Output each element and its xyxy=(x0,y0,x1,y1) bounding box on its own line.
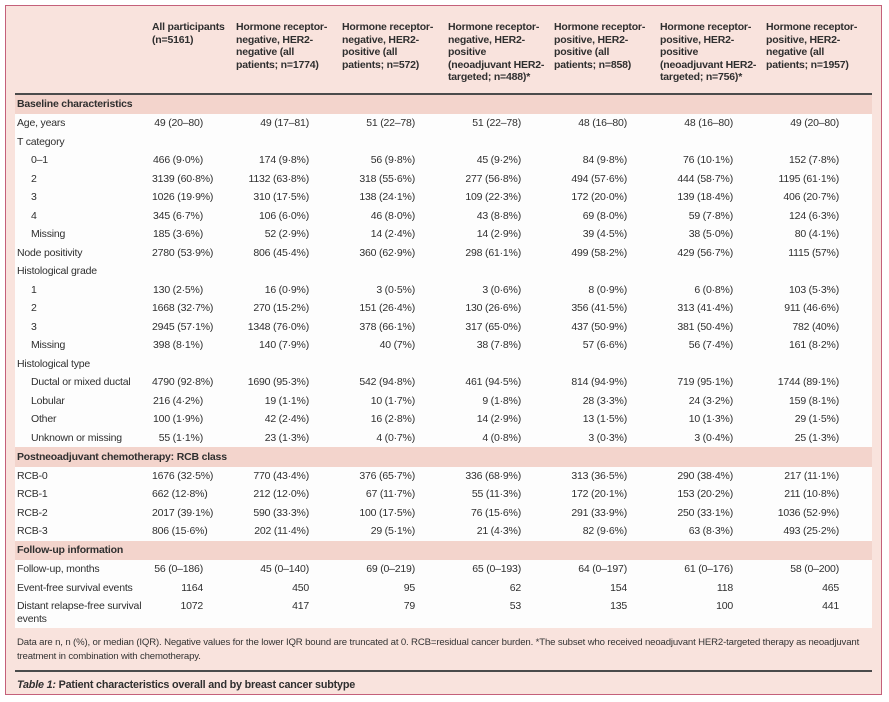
value-cell xyxy=(554,355,660,374)
value-cell: 153 (20·2%) xyxy=(677,488,733,500)
value-cell: 313 (36·5%) xyxy=(571,469,627,482)
value-cell: 10 (1·7%) xyxy=(370,394,415,407)
value-cell: 1026 (19·9%) xyxy=(152,191,214,203)
value-cell: 398 (8·1%) xyxy=(153,339,203,351)
value-cell: 65 (0–193) xyxy=(472,563,521,575)
value-cell: 10 (1·3%) xyxy=(688,413,733,425)
value-cell: 28 (3·3%) xyxy=(582,394,627,407)
value-cell: 6 (0·8%) xyxy=(694,283,733,296)
value-cell: 38 (7·8%) xyxy=(476,339,521,351)
value-cell: 159 (8·1%) xyxy=(789,394,839,407)
paper-table-card xyxy=(5,5,882,695)
value-cell: 172 (20·0%) xyxy=(571,191,627,203)
value-cell: 51 (22–78) xyxy=(366,117,415,129)
value-cell: 58 (0–200) xyxy=(790,563,839,575)
value-cell: 2017 (39·1%) xyxy=(152,506,214,519)
row-label: Missing xyxy=(31,228,66,240)
value-cell xyxy=(152,133,236,152)
value-cell: 202 (11·4%) xyxy=(254,525,309,537)
value-cell: 1132 (63·8%) xyxy=(248,172,309,185)
data-row xyxy=(15,207,872,226)
value-cell: 310 (17·5%) xyxy=(253,191,309,203)
value-cell: 360 (62·9%) xyxy=(359,246,415,259)
value-cell xyxy=(236,355,342,374)
row-label: Unknown or missing xyxy=(31,431,122,444)
value-cell: 56 (9·8%) xyxy=(370,154,415,166)
value-cell: 1676 (32·5%) xyxy=(152,469,214,482)
value-cell: 9 (1·8%) xyxy=(482,394,521,407)
value-cell: 154 xyxy=(610,581,627,594)
value-cell: 806 (45·4%) xyxy=(253,246,309,259)
value-cell xyxy=(554,133,660,152)
section-header: Baseline characteristics xyxy=(17,98,133,110)
value-cell: 49 (17–81) xyxy=(260,117,309,129)
value-cell: 51 (22–78) xyxy=(472,117,521,129)
value-cell xyxy=(152,262,236,281)
value-cell: 69 (8·0%) xyxy=(582,209,627,222)
data-row xyxy=(15,485,872,504)
row-label: 2 xyxy=(31,172,37,185)
value-cell: 95 xyxy=(403,581,415,594)
value-cell xyxy=(448,355,554,374)
value-cell: 48 (16–80) xyxy=(578,117,627,129)
section-header: Follow-up information xyxy=(17,544,124,556)
column-header: All participants (n=5161) xyxy=(152,8,236,94)
table-header xyxy=(15,8,872,94)
value-cell: 345 (6·7%) xyxy=(153,209,203,222)
value-cell xyxy=(236,262,342,281)
value-cell: 106 (6·0%) xyxy=(259,209,309,222)
value-cell: 450 xyxy=(292,581,309,594)
value-cell: 82 (9·6%) xyxy=(582,525,627,537)
value-cell: 161 (8·2%) xyxy=(789,339,839,351)
value-cell: 46 (8·0%) xyxy=(370,209,415,222)
value-cell: 19 (1·1%) xyxy=(264,394,309,407)
row-label: 2 xyxy=(31,302,37,314)
data-row xyxy=(15,355,872,374)
value-cell xyxy=(660,262,766,281)
row-label: Event-free survival events xyxy=(17,581,133,594)
data-row xyxy=(15,133,872,152)
value-cell: 1164 xyxy=(181,581,203,594)
value-cell: 719 (95·1%) xyxy=(677,376,733,388)
value-cell: 174 (9·8%) xyxy=(259,154,309,166)
data-row xyxy=(15,281,872,300)
value-cell: 14 (2·9%) xyxy=(476,413,521,425)
value-cell: 3 (0·5%) xyxy=(376,283,415,296)
value-cell xyxy=(342,355,448,374)
table-footnote: Data are n, n (%), or median (IQR). Negative values for the lower IQR bound are truncated at 0. RCB=residual cancer burden. *The subset who received neoadjuvant HER2-targeted therapy as neoadjuvant treatment in combination with chemotherapy. xyxy=(17,637,860,662)
row-label: Histological type xyxy=(17,357,91,370)
value-cell: 59 (7·8%) xyxy=(688,209,733,222)
section-row xyxy=(15,447,872,467)
value-cell: 782 (40%) xyxy=(792,320,839,333)
patient-characteristics-table xyxy=(15,8,872,628)
row-label: 4 xyxy=(31,209,37,222)
value-cell: 1668 (32·7%) xyxy=(152,302,214,314)
row-label: RCB-2 xyxy=(17,506,48,519)
row-label: T category xyxy=(17,135,65,148)
value-cell xyxy=(766,133,872,152)
row-label: Node positivity xyxy=(17,246,83,259)
value-cell: 100 (1·9%) xyxy=(153,413,203,425)
value-cell: 13 (1·5%) xyxy=(582,413,627,425)
value-cell: 1195 (61·1%) xyxy=(778,172,839,185)
value-cell xyxy=(660,133,766,152)
value-cell: 62 xyxy=(509,581,521,594)
value-cell: 911 (46·6%) xyxy=(784,302,839,314)
value-cell: 461 (94·5%) xyxy=(465,376,521,388)
value-cell: 406 (20·7%) xyxy=(783,191,839,203)
value-cell xyxy=(342,262,448,281)
value-cell: 100 (17·5%) xyxy=(359,506,415,519)
value-cell xyxy=(766,262,872,281)
section-row xyxy=(15,94,872,115)
value-cell: 291 (33·9%) xyxy=(571,506,627,519)
value-cell: 1348 (76·0%) xyxy=(247,320,309,333)
value-cell: 42 (2·4%) xyxy=(264,413,309,425)
row-label: RCB-0 xyxy=(17,469,48,482)
value-cell: 356 (41·5%) xyxy=(571,302,627,314)
data-row xyxy=(15,522,872,541)
value-cell: 49 (20–80) xyxy=(790,117,839,129)
value-cell: 151 (26·4%) xyxy=(359,302,415,314)
table-caption-text: Patient characteristics overall and by breast cancer subtype xyxy=(55,679,356,691)
value-cell: 4 (0·7%) xyxy=(376,431,415,444)
table-caption xyxy=(15,672,872,695)
value-cell: 4 (0·8%) xyxy=(482,431,521,444)
data-row xyxy=(15,560,872,579)
value-cell: 211 (10·8%) xyxy=(784,488,839,500)
column-header: Hormone receptor-positive, HER2-positive (all patients; n=858) xyxy=(554,8,660,94)
data-row xyxy=(15,373,872,392)
value-cell: 381 (50·4%) xyxy=(677,320,733,333)
value-cell: 23 (1·3%) xyxy=(264,431,309,444)
value-cell: 494 (57·6%) xyxy=(571,172,627,185)
value-cell: 465 xyxy=(822,581,839,594)
row-label: RCB-3 xyxy=(17,525,48,537)
value-cell xyxy=(660,355,766,374)
value-cell: 55 (1·1%) xyxy=(158,431,203,444)
row-label: Other xyxy=(31,413,57,425)
data-row xyxy=(15,299,872,318)
value-cell: 290 (38·4%) xyxy=(677,469,733,482)
value-cell: 49 (20–80) xyxy=(154,117,203,129)
table-caption-number: Table 1: xyxy=(17,679,56,691)
value-cell: 45 (0–140) xyxy=(260,563,309,575)
value-cell: 64 (0–197) xyxy=(578,563,627,575)
value-cell: 38 (5·0%) xyxy=(688,228,733,240)
value-cell: 466 (9·0%) xyxy=(153,154,203,166)
data-row xyxy=(15,504,872,523)
row-label: RCB-1 xyxy=(17,488,48,500)
value-cell: 67 (11·7%) xyxy=(365,488,415,500)
value-cell: 336 (68·9%) xyxy=(465,469,521,482)
value-cell: 8 (0·9%) xyxy=(588,283,627,296)
value-cell: 140 (7·9%) xyxy=(259,339,309,351)
value-cell: 55 (11·3%) xyxy=(471,488,521,500)
data-row xyxy=(15,188,872,207)
value-cell: 45 (9·2%) xyxy=(476,154,521,166)
row-label: Missing xyxy=(31,339,66,351)
value-cell: 84 (9·8%) xyxy=(582,154,627,166)
value-cell: 138 (24·1%) xyxy=(359,191,415,203)
row-label-column-header xyxy=(15,8,152,94)
value-cell: 4790 (92·8%) xyxy=(152,376,214,388)
data-row xyxy=(15,225,872,244)
column-header: Hormone receptor-negative, HER2-positive (neoadjuvant HER2-targeted; n=488)* xyxy=(448,8,554,94)
value-cell: 277 (56·8%) xyxy=(465,172,521,185)
data-row xyxy=(15,318,872,337)
data-row xyxy=(15,262,872,281)
data-row xyxy=(15,151,872,170)
value-cell: 139 (18·4%) xyxy=(677,191,733,203)
value-cell: 317 (65·0%) xyxy=(465,320,521,333)
section-row xyxy=(15,541,872,561)
value-cell: 3 (0·6%) xyxy=(482,283,521,296)
data-row xyxy=(15,467,872,486)
value-cell: 441 xyxy=(822,600,839,612)
value-cell: 135 xyxy=(610,600,627,612)
value-cell: 25 (1·3%) xyxy=(794,431,839,444)
data-row xyxy=(15,579,872,598)
value-cell: 29 (1·5%) xyxy=(794,413,839,425)
value-cell: 417 xyxy=(292,600,309,612)
value-cell: 80 (4·1%) xyxy=(794,228,839,240)
value-cell: 61 (0–176) xyxy=(684,563,733,575)
value-cell: 14 (2·4%) xyxy=(370,228,415,240)
value-cell: 40 (7%) xyxy=(379,339,415,351)
value-cell: 24 (3·2%) xyxy=(688,394,733,407)
value-cell: 21 (4·3%) xyxy=(476,525,521,537)
row-label: Distant relapse-free survival events xyxy=(17,600,142,625)
value-cell: 172 (20·1%) xyxy=(571,488,627,500)
value-cell: 130 (26·6%) xyxy=(465,302,521,314)
value-cell: 814 (94·9%) xyxy=(571,376,627,388)
column-header: Hormone receptor-positive, HER2-negative (all patients; n=1957) xyxy=(766,8,872,94)
value-cell: 1744 (89·1%) xyxy=(777,376,839,388)
value-cell: 378 (66·1%) xyxy=(359,320,415,333)
value-cell: 212 (12·0%) xyxy=(253,488,309,500)
value-cell: 152 (7·8%) xyxy=(789,154,839,166)
data-row xyxy=(15,429,872,448)
value-cell: 444 (58·7%) xyxy=(677,172,733,185)
data-row xyxy=(15,410,872,429)
data-row xyxy=(15,170,872,189)
value-cell: 770 (43·4%) xyxy=(253,469,309,482)
value-cell: 48 (16–80) xyxy=(684,117,733,129)
value-cell: 806 (15·6%) xyxy=(152,525,208,537)
row-label: Lobular xyxy=(31,394,65,407)
data-row xyxy=(15,114,872,133)
value-cell xyxy=(448,133,554,152)
row-label: 0–1 xyxy=(31,154,48,166)
value-cell: 124 (6·3%) xyxy=(789,209,839,222)
value-cell: 1115 (57%) xyxy=(788,246,839,259)
value-cell: 217 (11·1%) xyxy=(784,469,839,482)
value-cell: 2780 (53·9%) xyxy=(152,246,214,259)
value-cell xyxy=(554,262,660,281)
value-cell: 56 (7·4%) xyxy=(688,339,733,351)
row-label: Follow-up, months xyxy=(17,563,100,575)
value-cell: 3 (0·4%) xyxy=(694,431,733,444)
row-label: 3 xyxy=(31,320,37,333)
value-cell: 53 xyxy=(509,600,521,612)
value-cell xyxy=(342,133,448,152)
value-cell: 662 (12·8%) xyxy=(152,488,208,500)
value-cell: 29 (5·1%) xyxy=(370,525,415,537)
value-cell: 429 (56·7%) xyxy=(677,246,733,259)
value-cell: 118 xyxy=(716,581,733,594)
data-row xyxy=(15,392,872,411)
value-cell: 270 (15·2%) xyxy=(253,302,309,314)
value-cell: 52 (2·9%) xyxy=(264,228,309,240)
value-cell: 298 (61·1%) xyxy=(465,246,521,259)
value-cell: 56 (0–186) xyxy=(154,563,203,575)
value-cell: 3139 (60·8%) xyxy=(152,172,214,185)
value-cell xyxy=(448,262,554,281)
value-cell: 100 xyxy=(716,600,733,612)
data-row xyxy=(15,336,872,355)
row-label: Histological grade xyxy=(17,265,97,277)
value-cell: 493 (25·2%) xyxy=(783,525,839,537)
value-cell: 1072 xyxy=(180,600,203,612)
value-cell: 130 (2·5%) xyxy=(153,283,203,296)
value-cell: 542 (94·8%) xyxy=(359,376,415,388)
value-cell: 313 (41·4%) xyxy=(677,302,733,314)
value-cell: 216 (4·2%) xyxy=(153,394,203,407)
value-cell: 79 xyxy=(403,600,415,612)
value-cell: 39 (4·5%) xyxy=(582,228,627,240)
value-cell xyxy=(236,133,342,152)
value-cell xyxy=(766,355,872,374)
value-cell: 76 (10·1%) xyxy=(683,154,733,166)
value-cell: 43 (8·8%) xyxy=(476,209,521,222)
value-cell: 16 (2·8%) xyxy=(370,413,415,425)
row-label: 3 xyxy=(31,191,37,203)
row-label: Ductal or mixed ductal xyxy=(31,376,131,388)
value-cell: 109 (22·3%) xyxy=(465,191,521,203)
column-header: Hormone receptor-positive, HER2-positive (neoadjuvant HER2-targeted; n=756)* xyxy=(660,8,766,94)
value-cell: 1036 (52·9%) xyxy=(777,506,839,519)
value-cell: 1690 (95·3%) xyxy=(247,376,309,388)
value-cell: 76 (15·6%) xyxy=(471,506,521,519)
data-row xyxy=(15,244,872,263)
value-cell: 14 (2·9%) xyxy=(476,228,521,240)
value-cell: 250 (33·1%) xyxy=(677,506,733,519)
value-cell: 376 (65·7%) xyxy=(359,469,415,482)
value-cell: 103 (5·3%) xyxy=(789,283,839,296)
value-cell: 499 (58·2%) xyxy=(571,246,627,259)
value-cell: 3 (0·3%) xyxy=(588,431,627,444)
value-cell: 63 (8·3%) xyxy=(688,525,733,537)
value-cell xyxy=(152,355,236,374)
value-cell: 69 (0–219) xyxy=(366,563,415,575)
data-row xyxy=(15,597,872,628)
section-header: Postneoadjuvant chemotherapy: RCB class xyxy=(17,450,227,463)
value-cell: 57 (6·6%) xyxy=(582,339,627,351)
column-header: Hormone receptor-negative, HER2-positive (all patients; n=572) xyxy=(342,8,448,94)
value-cell: 185 (3·6%) xyxy=(153,228,203,240)
value-cell: 2945 (57·1%) xyxy=(152,320,214,333)
value-cell: 590 (33·3%) xyxy=(253,506,309,519)
column-header: Hormone receptor-negative, HER2-negative (all patients; n=1774) xyxy=(236,8,342,94)
row-label: Age, years xyxy=(17,117,66,129)
value-cell: 318 (55·6%) xyxy=(359,172,415,185)
value-cell: 16 (0·9%) xyxy=(264,283,309,296)
row-label: 1 xyxy=(31,283,37,296)
value-cell: 437 (50·9%) xyxy=(571,320,627,333)
